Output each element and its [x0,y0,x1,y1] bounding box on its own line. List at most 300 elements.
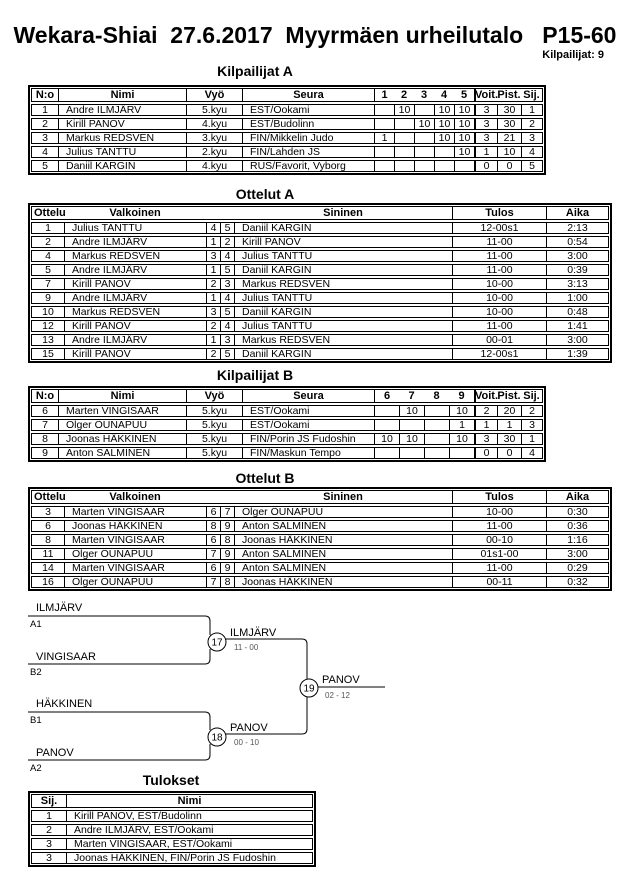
cell-club: EST/Ookami [242,420,374,430]
cell-white-no: 4 [206,223,220,233]
table-row [31,104,543,116]
cell-score: 10 [454,105,474,115]
bracket-line [28,616,210,635]
cell-score: 10 [374,434,399,444]
cell-name: Anton SALMINEN [58,448,186,458]
matches-b-heading: Ottelut B [235,470,295,486]
cell-match-no: 3 [45,506,51,518]
cell-blue-name: Joonas HÄKKINEN [234,577,452,587]
cell-time: 2:13 [546,223,608,233]
cell-time: 0:29 [546,563,608,573]
cell-place: 4 [521,448,542,458]
cell-blue-no: 4 [220,251,234,261]
table-row [31,306,609,318]
col-header-name: Nimi [58,89,186,101]
cell-name: Markus REDSVEN [58,133,186,143]
col-header-spacer [206,491,234,503]
pool-b-table [28,386,546,462]
cell-time: 0:48 [546,307,608,317]
cell-belt: 5.kyu [186,434,242,444]
cell-white-no: 8 [206,521,220,531]
col-header-opp1: 1 [374,89,394,101]
cell-blue-no: 5 [220,349,234,359]
cell-name: Daniil KARGIN [58,161,186,171]
bracket-match-no: 18 [211,732,223,744]
cell-belt: 5.kyu [186,406,242,416]
page-title: Wekara-Shiai 27.6.2017 Myyrmäen urheilutalo P15-60 [13,22,617,48]
cell-place: 1 [521,105,542,115]
cell-score: 10 [449,406,474,416]
cell-club: FIN/Porin JS Fudoshin [242,434,374,444]
cell-white-no: 2 [206,279,220,289]
cell-score [374,147,394,157]
cell-blue-name: Kirill PANOV [234,237,452,247]
cell-score: 10 [434,119,454,129]
cell-club: EST/Budolinn [242,119,374,129]
header-row [31,389,543,403]
matches-a-heading: Ottelut A [235,186,295,202]
cell-wins: 3 [474,434,497,444]
col-header-wins: Voit. [475,390,499,402]
cell-score: 10 [394,105,414,115]
cell-match-no: 2 [45,236,51,248]
cell-no: 1 [42,104,48,116]
cell-result: 12-00s1 [452,223,546,233]
table-row [31,405,543,417]
table-row [31,576,609,588]
cell-wins: 1 [474,420,497,430]
cell-score: 10 [454,119,474,129]
col-header-opp8: 8 [433,390,440,402]
table-row [31,264,609,276]
col-header-place: Sij. [523,89,540,101]
cell-result: 00-11 [452,577,546,587]
bracket-competitor: HÄKKINEN [36,698,93,710]
cell-blue-name: Daniil KARGIN [234,265,452,275]
results-table [28,791,316,867]
cell-place: 1 [46,810,52,822]
header-row [31,88,543,102]
header-row [31,206,609,220]
cell-name: Marten VINGISAAR [58,406,186,416]
cell-name: Kirill PANOV [58,119,186,129]
cell-blue-no: 5 [220,307,234,317]
cell-time: 1:41 [546,321,608,331]
table-row [31,132,543,144]
cell-points: 0 [497,448,521,458]
col-header-match: Ottelu [34,207,66,219]
cell-score [424,406,449,416]
table-row [31,433,543,445]
table-row [31,236,609,248]
cell-score [374,161,394,171]
cell-score [399,448,424,458]
cell-points: 0 [497,161,521,171]
cell-white-name: Andre ILMJÄRV [64,265,206,275]
cell-blue-name: Anton SALMINEN [234,563,452,573]
col-header-time: Aika [546,207,608,219]
cell-time: 0:36 [546,521,608,531]
cell-white-name: Olger ÕUNAPUU [64,549,206,559]
cell-score [414,161,434,171]
cell-time: 3:00 [546,549,608,559]
cell-belt: 3.kyu [186,133,242,143]
cell-wins: 0 [474,161,497,171]
cell-white-name: Joonas HÄKKINEN [64,521,206,531]
cell-blue-name: Anton SALMINEN [234,549,452,559]
cell-time: 3:00 [546,251,608,261]
cell-wins: 3 [474,105,497,115]
cell-score: 10 [399,434,424,444]
cell-white-no: 2 [206,349,220,359]
cell-white-no: 3 [206,251,220,261]
cell-score [424,434,449,444]
cell-time: 3:00 [546,335,608,345]
cell-blue-name: Julius TANTTU [234,251,452,261]
cell-result: 10-00 [452,293,546,303]
bracket-winner: PANOV [322,674,360,686]
cell-points: 1 [497,420,521,430]
cell-match-no: 11 [42,548,54,560]
cell-time: 3:13 [546,279,608,289]
cell-score [374,406,399,416]
cell-no: 8 [42,433,48,445]
cell-place: 2 [46,824,52,836]
cell-white-name: Marten VINGISAAR [64,507,206,517]
cell-white-no: 7 [206,577,220,587]
cell-blue-no: 4 [220,321,234,331]
cell-points: 10 [497,147,521,157]
bracket-winner: ILMJÄRV [230,627,277,639]
cell-club: EST/Ookami [242,406,374,416]
col-header-opp9: 9 [458,390,465,402]
cell-club: EST/Ookami [242,105,374,115]
cell-blue-no: 3 [220,279,234,289]
cell-result: 00-01 [452,335,546,345]
cell-blue-no: 9 [220,549,234,559]
cell-belt: 2.kyu [186,147,242,157]
cell-place: 1 [521,434,542,444]
competitors-count: Kilpailijat: 9 [542,49,604,61]
cell-result: 01s1-00 [452,549,546,559]
cell-white-name: Olger ÕUNAPUU [64,577,206,587]
cell-white-no: 6 [206,535,220,545]
cell-score [424,448,449,458]
col-header-white: Valkoinen [109,207,161,219]
bracket-score: 11 - 00 [234,643,259,652]
cell-belt: 5.kyu [186,105,242,115]
cell-blue-no: 9 [220,521,234,531]
cell-result: 12-00s1 [452,349,546,359]
table-row [31,334,609,346]
cell-time: 0:54 [546,237,608,247]
cell-match-no: 13 [42,334,54,346]
cell-score: 1 [449,420,474,430]
col-header-opp2: 2 [400,89,408,101]
cell-result: 10-00 [452,307,546,317]
cell-white-name: Marten VINGISAAR [64,563,206,573]
bracket-seed: B1 [30,715,42,726]
col-header-result: Tulos [452,207,546,219]
bracket-line [28,712,210,730]
matches-a-table [28,203,612,363]
cell-blue-no: 5 [220,265,234,275]
cell-points: 21 [497,133,521,143]
bracket-match-no: 17 [211,637,223,649]
table-row [31,160,543,172]
cell-wins: 3 [474,119,497,129]
cell-score [374,119,394,129]
cell-blue-no: 4 [220,293,234,303]
table-row [31,534,609,546]
cell-score [374,448,399,458]
bracket-competitor: PANOV [36,747,74,759]
cell-club: FIN/Lahden JS [242,147,374,157]
cell-place: 5 [521,161,542,171]
cell-place: 4 [521,147,542,157]
cell-name: Joonas HÄKKINEN [58,434,186,444]
cell-white-no: 6 [206,507,220,517]
cell-score: 10 [454,147,474,157]
col-header-belt: Vyö [186,390,242,402]
table-row [31,852,313,864]
matches-b-table [28,487,612,591]
cell-score: 10 [434,133,454,143]
cell-score: 10 [434,105,454,115]
cell-name: Andre ILMJÄRV, EST/Ookami [66,825,312,835]
table-row [31,146,543,158]
cell-score [394,133,414,143]
cell-wins: 3 [474,133,497,143]
cell-white-name: Markus REDSVEN [64,307,206,317]
table-row [31,838,313,850]
cell-match-no: 15 [42,348,54,360]
bracket-seed: B2 [30,667,42,678]
cell-points: 20 [497,406,521,416]
cell-blue-no: 8 [220,577,234,587]
pool-a-heading: Kilpailijat A [217,63,293,79]
table-row [31,348,609,360]
cell-score [374,420,399,430]
bracket-competitor: VINGISAAR [36,651,96,663]
table-row [31,292,609,304]
cell-blue-no: 3 [220,335,234,345]
cell-score [374,105,394,115]
results-heading: Tulokset [142,772,200,788]
cell-white-name: Kirill PANOV [64,279,206,289]
cell-white-no: 2 [206,321,220,331]
table-row [31,250,609,262]
cell-result: 11-00 [452,563,546,573]
table-row [31,222,609,234]
cell-result: 11-00 [452,321,546,331]
table-row [31,824,313,836]
cell-points: 30 [497,434,521,444]
cell-score: 10 [399,406,424,416]
cell-score: 1 [374,133,394,143]
table-row [31,562,609,574]
cell-time: 0:32 [546,577,608,587]
col-header-place: Sij. [40,795,58,807]
col-header-opp6: 6 [374,390,399,402]
table-row [31,520,609,532]
cell-blue-name: Markus REDSVEN [234,279,452,289]
cell-blue-name: Julius TANTTU [234,293,452,303]
col-header-match: Ottelu [34,491,66,503]
cell-score: 10 [449,434,474,444]
table-row [31,506,609,518]
cell-score [399,420,424,430]
cell-score [414,133,434,143]
bracket-seed: A2 [30,763,42,774]
col-header-opp3: 3 [420,89,428,101]
cell-time: 0:39 [546,265,608,275]
cell-white-name: Kirill PANOV [64,349,206,359]
cell-time: 1:39 [546,349,608,359]
cell-match-no: 12 [42,320,54,332]
cell-wins: 1 [474,147,497,157]
col-header-no: N:o [35,89,55,101]
cell-match-no: 8 [45,534,51,546]
col-header-belt: Vyö [186,89,242,101]
cell-score [424,420,449,430]
cell-match-no: 4 [45,250,51,262]
cell-name: Olger ÕUNAPUU [58,420,186,430]
cell-white-no: 1 [206,335,220,345]
cell-club: FIN/Maskun Tempo [242,448,374,458]
cell-score [414,147,434,157]
cell-time: 1:00 [546,293,608,303]
cell-time: 1:16 [546,535,608,545]
cell-blue-name: Anton SALMINEN [234,521,452,531]
cell-score [434,161,454,171]
table-row [31,447,543,459]
col-header-result: Tulos [452,491,546,503]
cell-score [394,147,414,157]
cell-blue-name: Daniil KARGIN [234,223,452,233]
cell-score: 10 [454,133,474,143]
cell-white-no: 7 [206,549,220,559]
cell-name: Kirill PANOV, EST/Budolinn [66,811,312,821]
cell-score [394,119,414,129]
col-header-points: Pist. [497,89,521,101]
cell-belt: 5.kyu [186,448,242,458]
cell-belt: 5.kyu [186,420,242,430]
cell-white-no: 6 [206,563,220,573]
cell-match-no: 10 [42,306,54,318]
cell-result: 10-00 [452,279,546,289]
header-row [31,794,313,808]
cell-blue-name: Julius TANTTU [234,321,452,331]
cell-no: 2 [42,118,48,130]
col-header-opp4: 4 [440,89,448,101]
cell-no: 5 [42,160,48,172]
cell-blue-no: 5 [220,223,234,233]
cell-wins: 0 [474,448,497,458]
cell-white-no: 1 [206,237,220,247]
bracket-match-no: 19 [303,683,315,695]
cell-score [454,161,474,171]
cell-name: Andre ILMJÄRV [58,105,186,115]
cell-belt: 4.kyu [186,119,242,129]
col-header-place: Sij. [523,390,540,402]
table-row [31,320,609,332]
bracket-seed: A1 [30,619,42,630]
cell-result: 11-00 [452,521,546,531]
cell-white-name: Markus REDSVEN [64,251,206,261]
cell-place: 3 [46,838,52,850]
cell-club: FIN/Mikkelin Judo [242,133,374,143]
cell-blue-no: 9 [220,563,234,573]
cell-match-no: 6 [45,520,51,532]
col-header-no: N:o [35,390,55,402]
cell-belt: 4.kyu [186,161,242,171]
cell-no: 9 [42,447,48,459]
cell-white-no: 1 [206,293,220,303]
table-row [31,118,543,130]
cell-score [434,147,454,157]
cell-white-name: Marten VINGISAAR [64,535,206,545]
col-header-opp5: 5 [460,89,468,101]
cell-no: 6 [42,405,48,417]
cell-place: 3 [521,420,542,430]
col-header-club: Seura [242,89,374,101]
header-row [31,490,609,504]
cell-score: 10 [414,119,434,129]
cell-place: 3 [521,133,542,143]
cell-match-no: 14 [42,562,54,574]
cell-match-no: 7 [45,278,51,290]
cell-points: 30 [497,105,521,115]
col-header-club: Seura [242,390,374,402]
bracket-competitor: ILMJÄRV [36,602,83,614]
cell-name: Joonas HÄKKINEN, FIN/Porin JS Fudoshin [66,853,312,863]
col-header-opp7: 7 [408,390,415,402]
cell-score [394,161,414,171]
cell-white-name: Andre ILMJÄRV [64,335,206,345]
cell-result: 00-10 [452,535,546,545]
cell-blue-no: 2 [220,237,234,247]
cell-points: 30 [497,119,521,129]
col-header-time: Aika [546,491,608,503]
bracket-score: 00 - 10 [234,738,259,747]
cell-result: 11-00 [452,251,546,261]
cell-blue-no: 7 [220,507,234,517]
cell-blue-name: Markus REDSVEN [234,335,452,345]
cell-white-no: 3 [206,307,220,317]
cell-result: 11-00 [452,265,546,275]
col-header-blue: Sininen [323,491,363,503]
col-header-wins: Voit. [475,89,499,101]
cell-club: RUS/Favorit, Vyborg [242,161,374,171]
table-row [31,278,609,290]
cell-match-no: 5 [45,264,51,276]
cell-no: 4 [42,146,48,158]
cell-result: 11-00 [452,237,546,247]
cell-name: Marten VINGISAAR, EST/Ookami [66,839,312,849]
cell-white-name: Andre ILMJÄRV [64,237,206,247]
pool-b-heading: Kilpailijat B [216,367,294,383]
cell-place: 2 [521,406,542,416]
bracket-score: 02 - 12 [325,691,350,700]
cell-match-no: 1 [45,222,51,234]
cell-no: 7 [42,419,48,431]
cell-result: 10-00 [452,507,546,517]
table-row [31,548,609,560]
cell-white-no: 1 [206,265,220,275]
table-row [31,810,313,822]
pool-a-table [28,85,546,175]
